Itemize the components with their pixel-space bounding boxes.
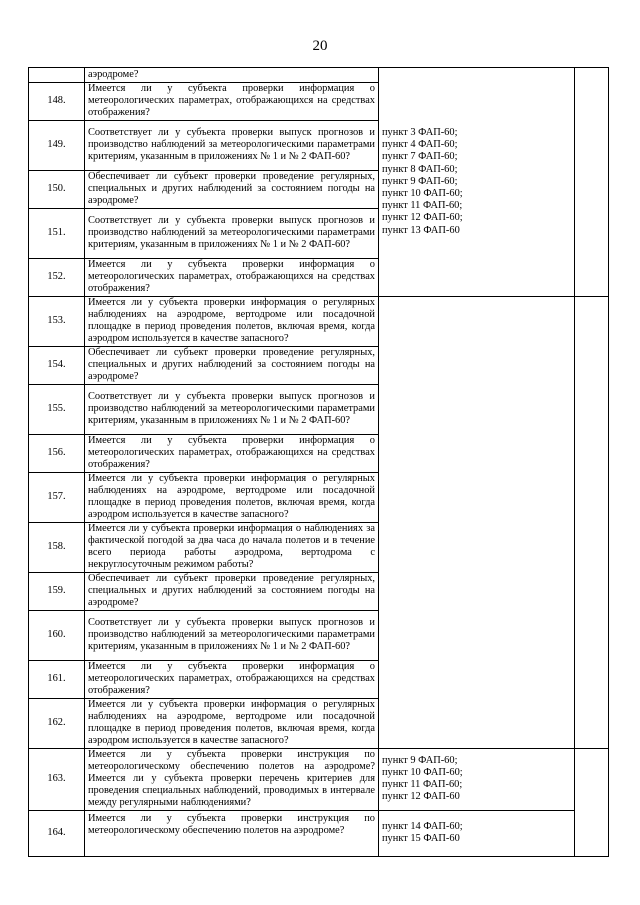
row-number: 158. [29, 522, 85, 572]
reference-item: пункт 10 ФАП-60; [382, 187, 463, 199]
row-number: 151. [29, 208, 85, 258]
reference-item: пункт 7 ФАП-60; [382, 151, 458, 163]
reference-item: пункт 14 ФАП-60; [382, 820, 463, 832]
reference-item: пункт 13 ФАП-60 [382, 224, 460, 236]
reference-item: пункт 8 ФАП-60; [382, 163, 458, 175]
question-text: Имеется ли у субъекта проверки информация о метеорологических параметрах, отображающихся на средствах отображения? [85, 660, 379, 698]
row-number [29, 68, 85, 83]
reference-cell [379, 296, 575, 748]
question-text: Обеспечивает ли субъект проверки проведение регулярных, специальных и других наблюдений за состоянием погоды на аэродроме? [85, 170, 379, 208]
table-row [29, 748, 609, 810]
reference-item: пункт 10 ФАП-60; [382, 766, 463, 778]
reference-cell [379, 68, 575, 297]
checklist-table [28, 67, 609, 857]
row-number: 161. [29, 660, 85, 698]
table-row [29, 810, 609, 856]
reference-item: пункт 4 ФАП-60; [382, 139, 458, 151]
table-row [29, 68, 609, 83]
row-number: 162. [29, 698, 85, 748]
row-number: 154. [29, 346, 85, 384]
question-text: Соответствует ли у субъекта проверки выпуск прогнозов и производство наблюдений за метеорологическими параметрами критериям, указанным в приложениях № 1 и № 2 ФАП-60? [85, 208, 379, 258]
reference-cell [379, 748, 575, 810]
row-number: 156. [29, 434, 85, 472]
result-cell [575, 68, 609, 297]
row-number: 160. [29, 610, 85, 660]
reference-item: пункт 11 ФАП-60; [382, 779, 463, 791]
row-number: 163. [29, 748, 85, 810]
reference-item: пункт 11 ФАП-60; [382, 200, 463, 212]
reference-cell [379, 810, 575, 856]
row-number: 159. [29, 572, 85, 610]
row-number: 153. [29, 296, 85, 346]
row-number: 148. [29, 83, 85, 121]
question-text: Имеется ли у субъекта проверки информация о метеорологических параметрах, отображающихся на средствах отображения? [85, 434, 379, 472]
row-number: 152. [29, 258, 85, 296]
page-number: 20 [312, 38, 328, 54]
row-number: 155. [29, 384, 85, 434]
question-text: Имеется ли у субъекта проверки информация о метеорологических параметрах, отображающихся на средствах отображения? [85, 258, 379, 296]
reference-item: пункт 9 ФАП-60; [382, 175, 458, 187]
row-number: 164. [29, 810, 85, 856]
question-text: Имеется ли у субъекта проверки информация о регулярных наблюдениях на аэродроме, вертодроме или посадочной площадке в период проведения полетов, включая время, когда аэродром используется в качестве запасного? [85, 296, 379, 346]
question-text: Соответствует ли у субъекта проверки выпуск прогнозов и производство наблюдений за метеорологическими параметрами критериям, указанным в приложениях № 1 и № 2 ФАП-60? [85, 384, 379, 434]
question-text: Имеется ли у субъекта проверки инструкция по метеорологическому обеспечению полетов на аэродроме? [85, 810, 379, 856]
question-text: Имеется ли у субъекта проверки информация о регулярных наблюдениях на аэродроме, вертодроме или посадочной площадке в период проведения полетов, включая время, когда аэродром используется в качестве запасного? [85, 472, 379, 522]
row-number: 157. [29, 472, 85, 522]
question-text: Обеспечивает ли субъект проверки проведение регулярных, специальных и других наблюдений за состоянием погоды на аэродроме? [85, 346, 379, 384]
row-number: 149. [29, 120, 85, 170]
question-text: Имеется ли у субъекта проверки информация о наблюдениях за фактической погодой за два часа до начала полетов и в течение всего периода работы аэродрома, вертодрома с некруглосуточным режимом работы? [85, 522, 379, 572]
result-cell [575, 748, 609, 856]
question-text: Соответствует ли у субъекта проверки выпуск прогнозов и производство наблюдений за метеорологическими параметрами критериям, указанным в приложениях № 1 и № 2 ФАП-60? [85, 610, 379, 660]
question-text: Имеется ли у субъекта проверки информация о метеорологических параметрах, отображающихся на средствах отображения? [85, 83, 379, 121]
question-text: Имеется ли у субъекта проверки информация о регулярных наблюдениях на аэродроме, вертодроме или посадочной площадке в период проведения полетов, включая время, когда аэродром используется в качестве запасного? [85, 698, 379, 748]
reference-item: пункт 9 ФАП-60; [382, 754, 458, 766]
reference-item: пункт 15 ФАП-60 [382, 833, 460, 845]
reference-item: пункт 12 ФАП-60 [382, 791, 460, 803]
table-row [29, 296, 609, 346]
question-text: аэродроме? [85, 68, 379, 83]
reference-item: пункт 3 ФАП-60; [382, 126, 458, 138]
reference-item: пункт 12 ФАП-60; [382, 212, 463, 224]
result-cell [575, 296, 609, 748]
question-text: Обеспечивает ли субъект проверки проведение регулярных, специальных и других наблюдений за состоянием погоды на аэродроме? [85, 572, 379, 610]
question-text: Соответствует ли у субъекта проверки выпуск прогнозов и производство наблюдений за метеорологическими параметрами критериям, указанным в приложениях № 1 и № 2 ФАП-60? [85, 120, 379, 170]
question-text: Имеется ли у субъекта проверки инструкция по метеорологическому обеспечению полетов на аэродроме? Имеется ли у субъекта проверки перечень критериев для проведения специальных наблюдений, проводимых в интервале между регулярными наблюдениями? [85, 748, 379, 810]
row-number: 150. [29, 170, 85, 208]
